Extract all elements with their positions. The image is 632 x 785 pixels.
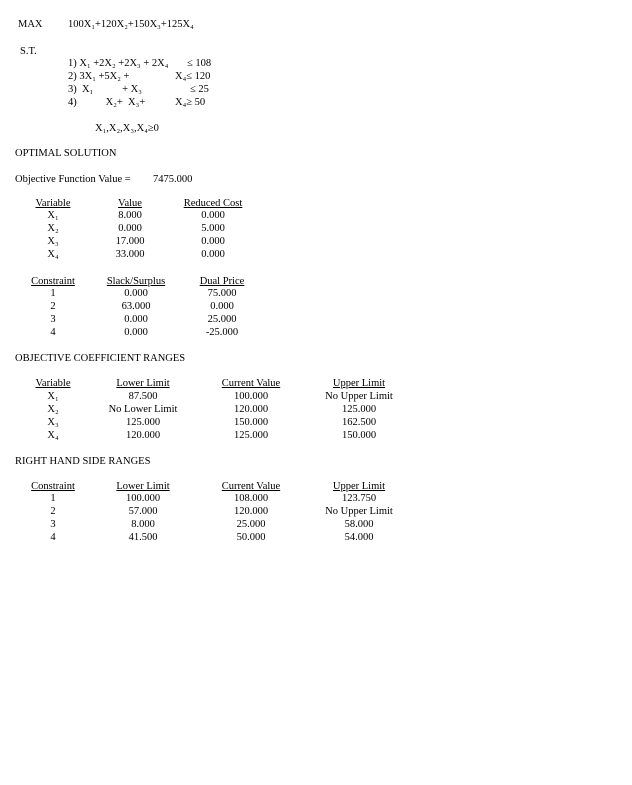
var-reduced-cost: 5.000 bbox=[201, 223, 225, 234]
dual-price-value: 0.000 bbox=[210, 301, 234, 312]
range-variable: X₃ bbox=[47, 417, 59, 428]
header-reduced-cost: Reduced Cost bbox=[183, 198, 243, 209]
optimal-heading: OPTIMAL SOLUTION bbox=[15, 148, 117, 159]
var-name: X₁ bbox=[47, 210, 59, 221]
slack-value: 0.000 bbox=[124, 288, 148, 299]
var-name: X₄ bbox=[47, 249, 59, 260]
rhs-constraint: 2 bbox=[50, 506, 56, 517]
header-constraint: Constraint bbox=[31, 276, 75, 287]
rhs-current-value: 50.000 bbox=[236, 532, 266, 543]
range-variable: X₄ bbox=[47, 430, 59, 441]
var-value: 17.000 bbox=[115, 236, 145, 247]
header-upper-limit: Upper Limit bbox=[332, 378, 386, 389]
rhs-upper-limit: 123.750 bbox=[341, 493, 377, 504]
dual-price-value: 75.000 bbox=[207, 288, 237, 299]
range-current-value: 125.000 bbox=[233, 430, 269, 441]
rhs-lower-limit: 8.000 bbox=[131, 519, 155, 530]
constraint-3-rhs: ≤ 25 bbox=[190, 84, 209, 95]
var-value: 8.000 bbox=[118, 210, 142, 221]
constraint-3-lhs: 3) X₁ + X₃ bbox=[68, 84, 142, 95]
range-upper-limit: 162.500 bbox=[341, 417, 377, 428]
header-variable: Variable bbox=[35, 198, 71, 209]
constraint-2-lhs: 2) 3X₁ +5X₂ + bbox=[68, 71, 130, 82]
range-lower-limit: 125.000 bbox=[125, 417, 161, 428]
range-lower-limit: 87.500 bbox=[128, 391, 158, 402]
var-value: 33.000 bbox=[115, 249, 145, 260]
rhs-current-value: 25.000 bbox=[236, 519, 266, 530]
var-reduced-cost: 0.000 bbox=[201, 249, 225, 260]
rhs-lower-limit: 41.500 bbox=[128, 532, 158, 543]
rhs-current-value: 108.000 bbox=[233, 493, 269, 504]
dual-price-value: 25.000 bbox=[207, 314, 237, 325]
range-lower-limit: 120.000 bbox=[125, 430, 161, 441]
header-current-value: Current Value bbox=[221, 378, 281, 389]
rhs-constraint: 1 bbox=[50, 493, 56, 504]
slack-value: 63.000 bbox=[121, 301, 151, 312]
slack-value: 0.000 bbox=[124, 327, 148, 338]
rhs-upper-limit: 54.000 bbox=[344, 532, 374, 543]
range-variable: X₁ bbox=[47, 391, 59, 402]
header-constraint: Constraint bbox=[31, 481, 75, 492]
objective-ranges-heading: OBJECTIVE COEFFICIENT RANGES bbox=[15, 353, 186, 364]
rhs-ranges-heading: RIGHT HAND SIDE RANGES bbox=[15, 456, 151, 467]
rhs-constraint: 3 bbox=[50, 519, 56, 530]
var-reduced-cost: 0.000 bbox=[201, 236, 225, 247]
objective-value: 7475.000 bbox=[153, 174, 193, 185]
range-variable: X₂ bbox=[47, 404, 59, 415]
non-negativity: X₁,X₂,X₃,X₄≥0 bbox=[95, 123, 159, 134]
constraint-4-lhs: 4) X₂+ X₃+ bbox=[68, 97, 146, 108]
var-name: X₃ bbox=[47, 236, 59, 247]
objective-value-label: Objective Function Value = bbox=[15, 174, 131, 185]
rhs-lower-limit: 57.000 bbox=[128, 506, 158, 517]
header-lower-limit: Lower Limit bbox=[116, 481, 170, 492]
header-lower-limit: Lower Limit bbox=[116, 378, 170, 389]
subject-to-label: S.T. bbox=[20, 46, 37, 57]
constraint-1-lhs: 1) X₁ +2X₂ +2X₃ + 2X₄ bbox=[68, 58, 169, 69]
rhs-current-value: 120.000 bbox=[233, 506, 269, 517]
header-current-value: Current Value bbox=[221, 481, 281, 492]
dual-price-value: -25.000 bbox=[205, 327, 239, 338]
var-reduced-cost: 0.000 bbox=[201, 210, 225, 221]
range-upper-limit: 150.000 bbox=[341, 430, 377, 441]
constraint-2-rhs: X₄≤ 120 bbox=[175, 71, 211, 82]
objective-function: 100X₁+120X₂+150X₃+125X₄ bbox=[68, 19, 194, 30]
rhs-upper-limit: No Upper Limit bbox=[325, 506, 393, 517]
range-lower-limit: No Lower Limit bbox=[108, 404, 178, 415]
slack-value: 0.000 bbox=[124, 314, 148, 325]
var-value: 0.000 bbox=[118, 223, 142, 234]
header-dual-price: Dual Price bbox=[199, 276, 245, 287]
rhs-lower-limit: 100.000 bbox=[125, 493, 161, 504]
constraint-number: 1 bbox=[50, 288, 56, 299]
constraint-number: 4 bbox=[50, 327, 56, 338]
rhs-upper-limit: 58.000 bbox=[344, 519, 374, 530]
constraint-4-rhs: X₄≥ 50 bbox=[175, 97, 206, 108]
range-current-value: 120.000 bbox=[233, 404, 269, 415]
range-current-value: 150.000 bbox=[233, 417, 269, 428]
range-upper-limit: 125.000 bbox=[341, 404, 377, 415]
rhs-constraint: 4 bbox=[50, 532, 56, 543]
var-name: X₂ bbox=[47, 223, 59, 234]
constraint-number: 3 bbox=[50, 314, 56, 325]
range-upper-limit: No Upper Limit bbox=[325, 391, 393, 402]
constraint-1-rhs: ≤ 108 bbox=[187, 58, 212, 69]
header-variable: Variable bbox=[35, 378, 71, 389]
header-slack-surplus: Slack/Surplus bbox=[106, 276, 166, 287]
max-label: MAX bbox=[18, 19, 43, 30]
header-value: Value bbox=[118, 198, 142, 209]
header-upper-limit: Upper Limit bbox=[332, 481, 386, 492]
constraint-number: 2 bbox=[50, 301, 56, 312]
range-current-value: 100.000 bbox=[233, 391, 269, 402]
